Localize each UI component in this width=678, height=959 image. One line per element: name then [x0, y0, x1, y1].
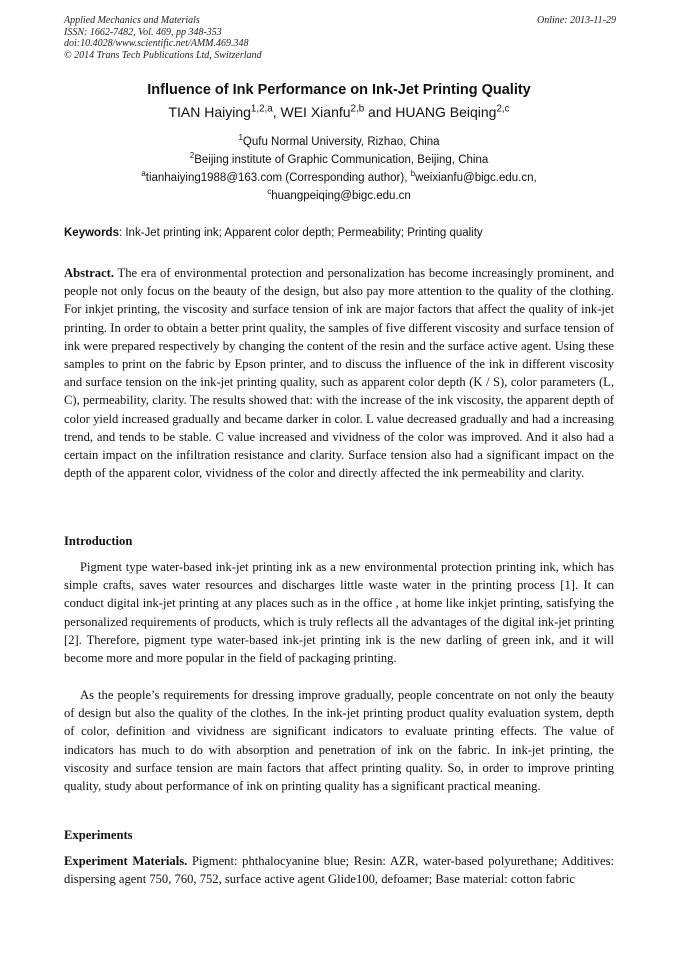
author-list — [64, 104, 614, 120]
abstract-label: Abstract. — [64, 266, 115, 280]
affiliation-text: Qufu Normal University, Rizhao, China — [242, 136, 440, 148]
email-superscript: c — [267, 187, 272, 197]
affiliation-superscript: 2 — [189, 151, 195, 161]
abstract-text: The era of environmental protection and personalization has become increasingly prominent, and people not only focus on the beauty of the design, but also pay more attention to the quality of the clothing. For inkjet printing, the viscosity and surface tension of ink are major factors that affect the quality of ink-jet printing. In order to obtain a better print quality, the samples of five different viscosity and surface tension of ink were prepared respectively by changing the content of the resin and the surface active agent. Using these samples to print on the fabric by Epson printer, and to discuss the influence of the ink in different viscosity and surface tension on the ink-jet printing quality, such as apparent color depth (K / S), color parameters (L, C), permeability, clarity. The results showed that: with the increase of the ink viscosity, the apparent depth of color yield increased gradually and became darker in color. L value decreased gradually and had a increasing trend, and tends to be stable. C value increased and vividness of the color was improved. And it also had a certain impact on the infiltration resistance and clarity. Surface tension also had a significant impact on the depth of the apparent color, vividness of the color and directly affected the ink permeability and clarity. — [64, 266, 614, 481]
author-superscript: 2,b — [350, 103, 365, 115]
introduction-paragraph-2: As the people’s requirements for dressing improve gradually, people concentrate on not only the beauty of design but also the quality of the clothes. In the ink-jet printing product quality evaluation system, depth of color, definition and vividness are significant indicators to evaluate printing effects. The value of indicators has much to do with absorption and penetration of ink on the fabric. In ink-jet printing, the viscosity and surface tension are main factors that affect printing quality. So, in order to improve printing quality, study about performance of ink on printing quality has a significant practical meaning. — [64, 688, 614, 794]
email-superscript: b — [410, 169, 416, 179]
copyright-line: © 2014 Trans Tech Publications Ltd, Switzerland — [64, 49, 262, 61]
keywords-text: : Ink-Jet printing ink; Apparent color depth; Permeability; Printing quality — [118, 227, 483, 239]
introduction-paragraph-1: Pigment type water-based ink-jet printing ink as a new environmental protection printing ink, which has simple crafts, saves water resources and discharges little waste water in the printing process [1]. It can conduct digital ink-jet printing at any places such as in the office , at home like inkjet printing, satisfying the personalized requirements of products, which is truly reflects all the advantages of the digital ink-jet printing [2]. Therefore, pigment type water-based ink-jet printing ink is the new darling of green ink, and it will become more and more popular in the field of packaging printing. — [64, 560, 614, 666]
author-separator: and — [364, 104, 396, 120]
online-date: Online: 2013-11-29 — [537, 15, 616, 26]
email-line-2 — [64, 187, 614, 205]
affiliation-text: Beijing institute of Graphic Communication, Beijing, China — [194, 154, 489, 166]
experiment-materials-paragraph — [64, 852, 614, 888]
journal-name: Applied Mechanics and Materials — [64, 15, 200, 26]
email-text[interactable]: huangpeiqing@bigc.edu.cn — [271, 190, 411, 202]
email-text[interactable]: tianhaiying1988@163.com (Corresponding author), — [145, 172, 411, 184]
author-name: HUANG Beiqing — [395, 104, 497, 120]
author-name: TIAN Haiying — [168, 104, 251, 120]
author-name: WEI Xianfu — [280, 104, 351, 120]
author-superscript: 2,c — [496, 103, 510, 115]
abstract-paragraph — [64, 264, 614, 482]
running-header — [64, 15, 616, 61]
affiliation-superscript: 1 — [238, 133, 243, 143]
experiment-materials-label: Experiment Materials. — [64, 854, 188, 868]
email-superscript: a — [141, 169, 146, 179]
keywords — [64, 227, 616, 239]
email-text[interactable]: weixianfu@bigc.edu.cn, — [415, 172, 537, 184]
keywords-label: Keywords — [64, 227, 119, 239]
experiment-materials-text: Pigment: phthalocyanine blue; Resin: AZR, water-based polyurethane; Additives: dispersing agent 750, 760, 752, surface active agent Glide100, defoamer; Base material: cotton fabric — [64, 854, 614, 887]
affiliation-2 — [64, 151, 614, 169]
paper-title: Influence of Ink Performance on Ink-Jet Printing Quality — [147, 82, 531, 98]
author-separator: , — [272, 104, 281, 120]
experiments-heading: Experiments — [64, 828, 133, 842]
affiliation-1 — [64, 133, 614, 151]
issn-line: ISSN: 1662-7482, Vol. 469, pp 348-353 — [64, 26, 222, 38]
introduction-heading: Introduction — [64, 534, 133, 548]
doi-line[interactable]: doi:10.4028/www.scientific.net/AMM.469.348 — [64, 38, 249, 49]
email-line-1 — [64, 169, 614, 187]
author-superscript: 1,2,a — [250, 103, 273, 115]
